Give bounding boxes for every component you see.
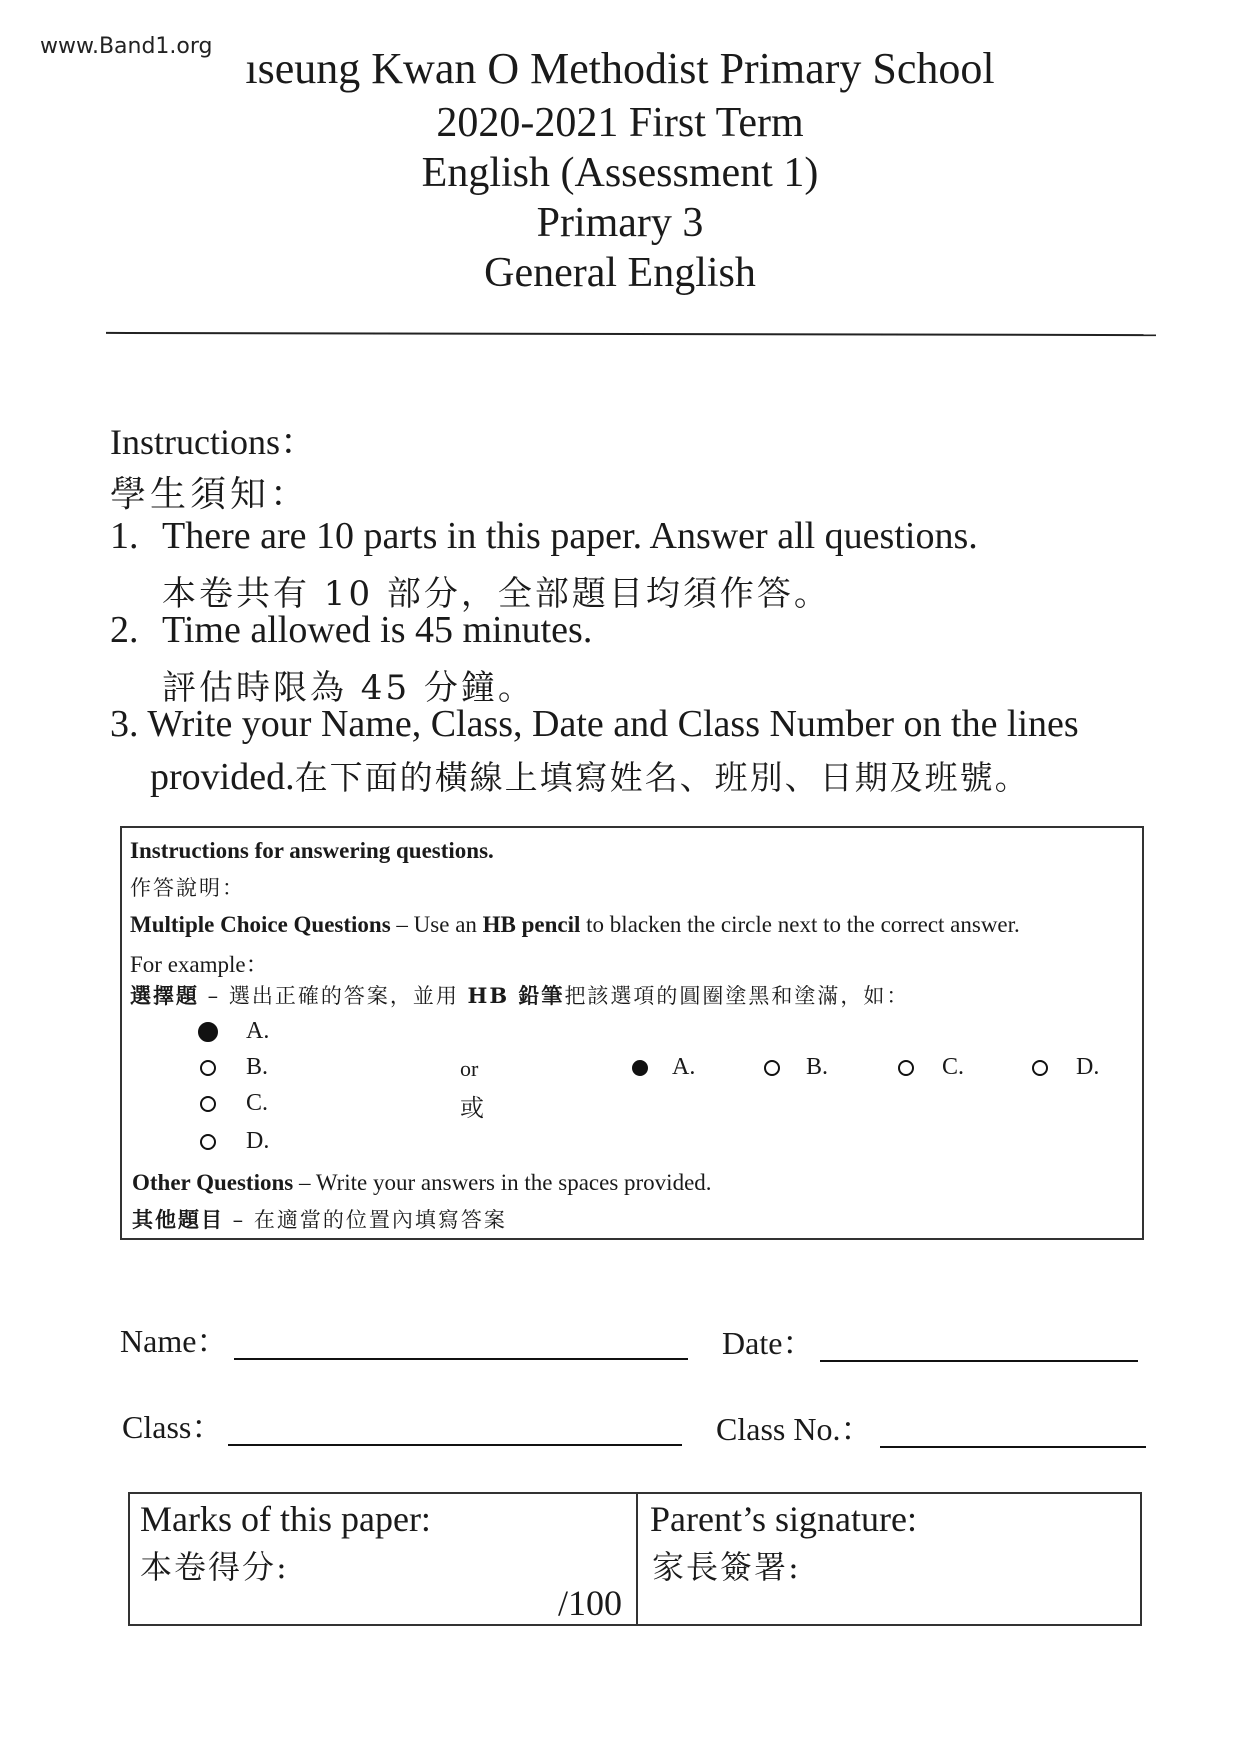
- empty-circle-icon: [200, 1060, 216, 1076]
- mc-label: Multiple Choice Questions: [130, 912, 391, 937]
- option-label: B.: [806, 1054, 829, 1080]
- marks-box: [128, 1492, 1142, 1626]
- or-label: or: [460, 1056, 479, 1081]
- example-label: For example：: [130, 952, 269, 977]
- mc-rest: to blacken the circle next to the correct answer.: [580, 912, 1020, 937]
- mc-hb-zh: HB 鉛筆: [467, 983, 565, 1008]
- option-label: C.: [246, 1090, 269, 1116]
- instruction-number: 2.: [110, 609, 139, 651]
- empty-circle-icon: [200, 1134, 216, 1150]
- instruction-item-1: [110, 514, 978, 558]
- name-input-line[interactable]: [234, 1358, 688, 1360]
- marks-label-zh: 本卷得分:: [140, 1548, 289, 1586]
- watermark: www.Band1.org: [40, 34, 213, 59]
- instruction-text-cont: provided.: [150, 756, 295, 798]
- instruction-item-3-cont: [150, 752, 1030, 799]
- class-label: Class：: [122, 1409, 224, 1445]
- class-no-label: Class No.：: [716, 1411, 873, 1447]
- option-label: D.: [246, 1128, 270, 1154]
- instruction-text: Write your Name, Class, Date and Class Number on the lines: [147, 703, 1079, 745]
- filled-circle-icon: [632, 1060, 648, 1076]
- answering-instructions-box: [120, 826, 1144, 1240]
- instruction-item-3: [110, 702, 1079, 746]
- marks-label: Marks of this paper:: [140, 1499, 431, 1539]
- instructions-heading-zh: 學生須知：: [110, 474, 311, 515]
- empty-circle-icon: [898, 1060, 914, 1076]
- other-instruction: [132, 1170, 712, 1196]
- option-label: B.: [246, 1054, 269, 1080]
- mc-hb: HB pencil: [482, 912, 581, 937]
- marks-box-divider: [636, 1494, 638, 1624]
- mc-dash: – Use an: [390, 912, 483, 937]
- other-instruction-zh: [132, 1204, 507, 1234]
- empty-circle-icon: [764, 1060, 780, 1076]
- mc-instruction: [130, 912, 1020, 938]
- option-label: A.: [246, 1018, 270, 1044]
- subject-title: English (Assessment 1): [421, 150, 819, 196]
- other-label-zh: 其他題目: [132, 1207, 224, 1232]
- school-title: ıseung Kwan O Methodist Primary School: [245, 44, 995, 93]
- empty-circle-icon: [1032, 1060, 1048, 1076]
- empty-circle-icon: [200, 1096, 216, 1112]
- mc-instruction-zh: [130, 980, 909, 1010]
- term-title: 2020-2021 First Term: [436, 100, 804, 146]
- mc-rest-zh: 把該選項的圓圈塗黑和塗滿，如：: [564, 984, 910, 1008]
- other-rest-zh: – 在適當的位置內填寫答案: [224, 1208, 507, 1232]
- date-label: Date：: [722, 1325, 815, 1361]
- instructions-heading: Instructions：: [110, 422, 316, 462]
- other-label: Other Questions: [132, 1170, 294, 1195]
- instruction-text: Time allowed is 45 minutes.: [162, 609, 593, 651]
- mc-label-zh: 選擇題: [130, 983, 199, 1008]
- instruction-text: There are 10 parts in this paper. Answer all questions.: [162, 515, 978, 557]
- level-title: Primary 3: [536, 200, 704, 246]
- other-rest: – Write your answers in the spaces provided.: [293, 1170, 712, 1195]
- mc-dash-zh: – 選出正確的答案，並用: [199, 984, 468, 1008]
- paper-title: General English: [484, 250, 756, 296]
- or-label-zh: 或: [460, 1094, 486, 1122]
- date-input-line[interactable]: [820, 1360, 1138, 1362]
- option-label: D.: [1076, 1054, 1100, 1080]
- class-no-input-line[interactable]: [880, 1446, 1146, 1448]
- marks-total: /100: [558, 1583, 623, 1623]
- filled-circle-icon: [198, 1022, 218, 1042]
- name-label: Name：: [120, 1323, 229, 1359]
- instruction-number: 1.: [110, 515, 139, 557]
- parent-signature-label: Parent’s signature:: [650, 1499, 917, 1539]
- option-label: A.: [672, 1054, 696, 1080]
- box-title-zh: 作答說明：: [130, 876, 245, 900]
- instruction-item-2: [110, 608, 592, 652]
- box-title: Instructions for answering questions.: [130, 838, 494, 863]
- instruction-item-1-zh: 本卷共有 10 部分，全部題目均須作答。: [162, 574, 831, 614]
- class-input-line[interactable]: [228, 1444, 682, 1446]
- instruction-number: 3.: [110, 703, 139, 745]
- instruction-item-2-zh: 評估時限為 45 分鐘。: [162, 668, 535, 708]
- option-label: C.: [942, 1054, 965, 1080]
- header-divider: [106, 332, 1156, 336]
- instruction-item-3-zh: 在下面的橫線上填寫姓名、班別、日期及班號。: [294, 758, 1030, 797]
- parent-signature-label-zh: 家長簽署:: [652, 1548, 801, 1586]
